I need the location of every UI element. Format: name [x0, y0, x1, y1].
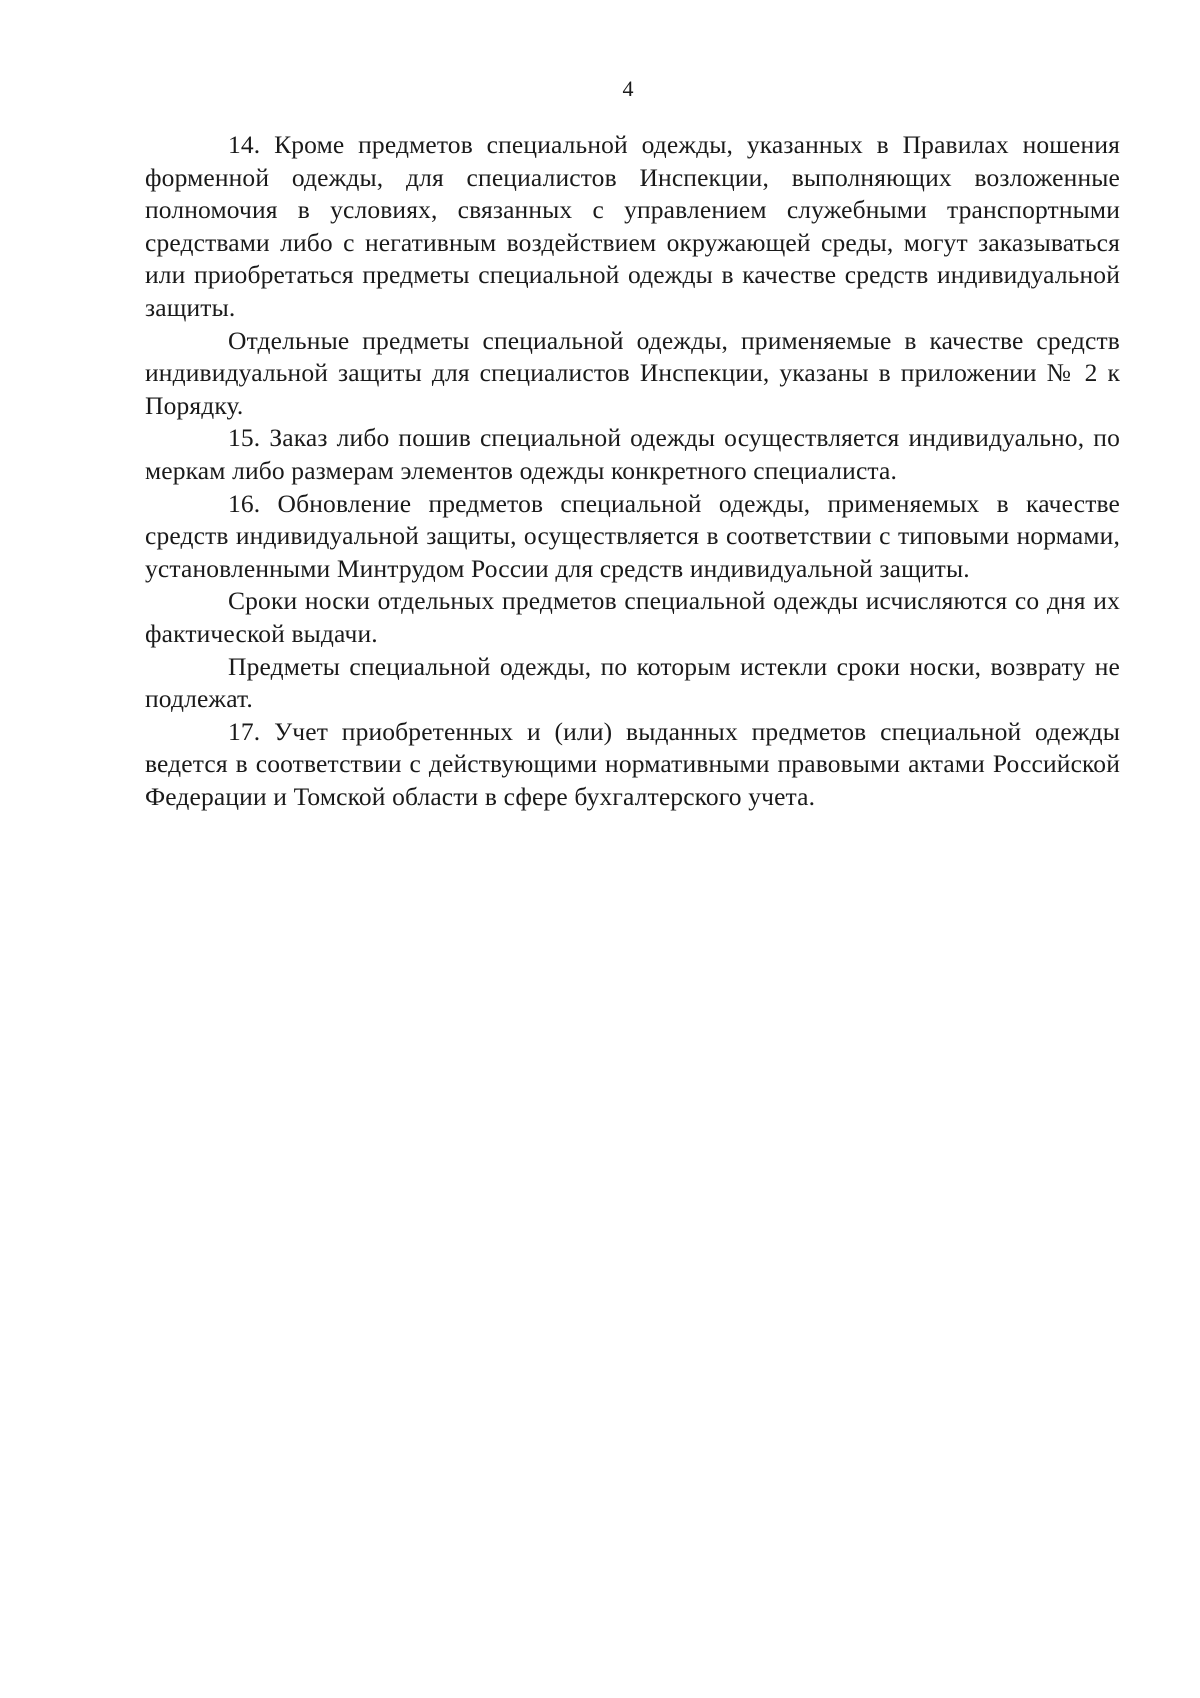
- page-number: 4: [622, 76, 634, 101]
- paragraph-17: 17. Учет приобретенных и (или) выданных предметов специальной одежды ведется в соответствии с действующими нормативными правовыми актами Российской Федерации и Томской области в сфере бухгалтерского учета.: [145, 716, 1120, 811]
- document-body: [145, 129, 1120, 813]
- paragraph-16-wear-period: Сроки носки отдельных предметов специальной одежды исчисляются со дня их фактической выдачи.: [145, 586, 1120, 648]
- paragraph-14-appendix-note: Отдельные предметы специальной одежды, применяемые в качестве средств индивидуальной защиты для специалистов Инспекции, указаны в приложении № 2 к Порядку.: [145, 325, 1120, 420]
- paragraph-15: 15. Заказ либо пошив специальной одежды осуществляется индивидуально, по меркам либо размерам элементов одежды конкретного специалиста.: [145, 423, 1120, 485]
- paragraph-14: 14. Кроме предметов специальной одежды, указанных в Правилах ношения форменной одежды, для специалистов Инспекции, выполняющих возложенные полномочия в условиях, связанных с управлением служебными транспортными средствами либо с негативным воздействием окружающей среды, могут заказываться или приобретаться предметы специальной одежды в качестве средств индивидуальной защиты.: [145, 130, 1120, 322]
- paragraph-16-no-return: Предметы специальной одежды, по которым истекли сроки носки, возврату не подлежат.: [145, 651, 1120, 714]
- paragraph-16: 16. Обновление предметов специальной одежды, применяемых в качестве средств индивидуальной защиты, осуществляется в соответствии с типовыми нормами, установленными Минтрудом России для средств индивидуальной защиты.: [145, 488, 1120, 583]
